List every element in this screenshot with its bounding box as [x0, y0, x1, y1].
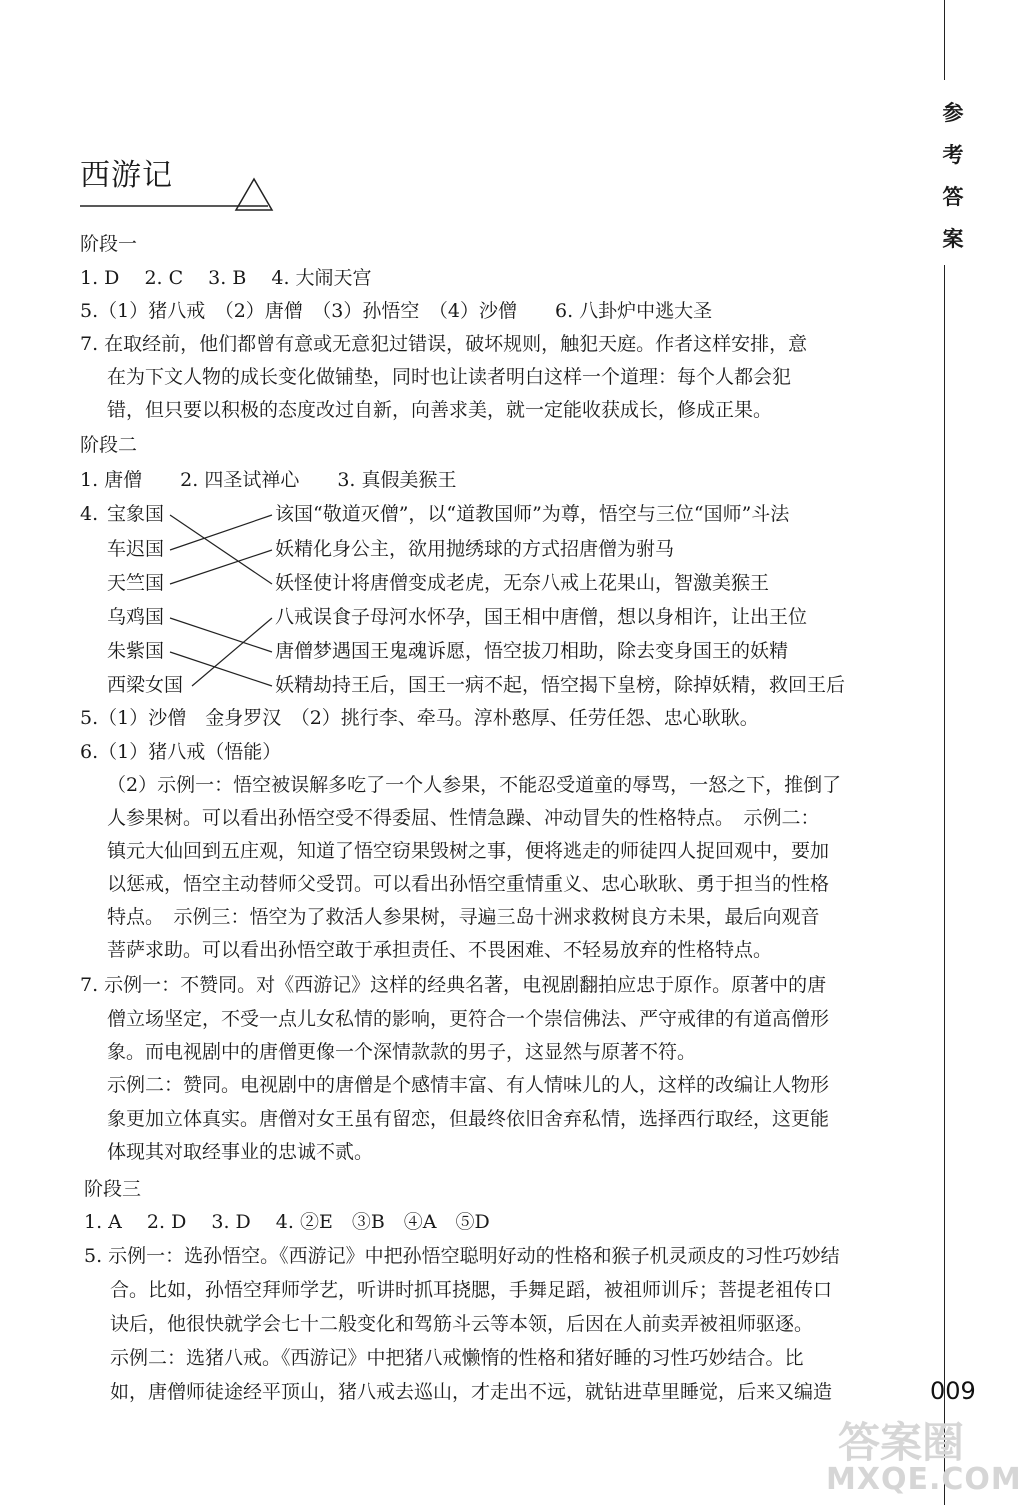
stage2-line-q7-c: 象。而电视剧中的唐僧更像一个深情款款的男子，这显然与原著不符。	[107, 1041, 697, 1063]
margin-rule-bottom	[944, 265, 945, 1505]
side-label-char-1: 参	[942, 100, 964, 125]
stage2-line-q6-2b: 人参果树。可以看出孙悟空受不得委屈、性情急躁、冲动冒失的性格特点。 示例二：	[107, 807, 820, 829]
stage3-line-5: 示例二：选猪八戒。《西游记》中把猪八戒懒惰的性格和猪好睡的习性巧妙结合。比	[110, 1347, 804, 1369]
match-right-5: 唐僧梦遇国王鬼魂诉愿，悟空拔刀相助，除去变身国王的妖精	[275, 640, 789, 662]
match-left-4: 乌鸡国	[107, 606, 165, 628]
page-title: 西游记	[80, 158, 173, 193]
stage3-line-4: 诀后，他很快就学会七十二般变化和驾筋斗云等本领，后因在人前卖弄被祖师驱逐。	[110, 1313, 814, 1335]
match-right-3: 妖怪使计将唐僧变成老虎，无奈八戒上花果山，智激美猴王	[275, 572, 770, 594]
match-right-1: 该国“敬道灭僧”，以“道教国师”为尊，悟空与三位“国师”斗法	[275, 503, 790, 525]
title-underline-triangle	[78, 178, 278, 218]
page-number: 009	[930, 1377, 976, 1405]
stage2-line-q6-2d: 以惩戒，悟空主动替师父受罚。可以看出孙悟空重情重义、忠心耿耿、勇于担当的性格	[107, 873, 830, 895]
watermark-logo: 答案圈	[838, 1418, 965, 1467]
stage3-heading: 阶段三	[84, 1178, 142, 1200]
stage3-line-6: 如，唐僧师徒途经平顶山，猪八戒去巡山，才走出不远，就钻进草里睡觉，后来又编造	[110, 1381, 833, 1403]
stage2-line-q7-d: 示例二：赞同。电视剧中的唐僧是个感情丰富、有人情味儿的人，这样的改编让人物形	[107, 1074, 830, 1096]
match-line-2	[170, 515, 272, 550]
margin-rule-top	[944, 0, 945, 80]
match-left-3: 天竺国	[107, 572, 165, 594]
side-label-char-2: 考	[942, 142, 964, 167]
match-right-2: 妖精化身公主，欲用抛绣球的方式招唐僧为驸马	[275, 538, 675, 560]
stage2-line-q7-b: 僧立场坚定，不受一点儿女私情的影响，更符合一个崇信佛法、严守戒律的有道高僧形	[107, 1008, 830, 1030]
stage3-line-3: 合。比如，孙悟空拜师学艺，听讲时抓耳挠腮，手舞足蹈，被祖师训斥；菩提老祖传口	[110, 1279, 833, 1301]
side-label-char-4: 案	[942, 226, 964, 251]
stage2-line-q7-a: 7. 示例一：不赞同。对《西游记》这样的经典名著，电视剧翻拍应忠于原作。原著中的唐	[80, 974, 827, 996]
match-line-5	[170, 652, 272, 686]
stage2-line-q6: 6.（1）猪八戒（悟能）	[80, 741, 282, 763]
stage1-line-3: 7. 在取经前，他们都曾有意或无意犯过错误，破坏规则，触犯天庭。作者这样安排，意	[80, 333, 808, 355]
side-label-char-3: 答	[942, 184, 964, 209]
watermark-url: MXQE.COM	[826, 1462, 1022, 1497]
match-left-1: 宝象国	[107, 503, 165, 525]
match-right-4: 八戒误食子母河水怀孕，国王相中唐僧，想以身相许，让出王位	[275, 606, 808, 628]
stage3-line-2: 5. 示例一：选孙悟空。《西游记》中把孙悟空聪明好动的性格和猴子机灵顽皮的习性巧妙结	[84, 1245, 840, 1267]
stage2-heading: 阶段二	[80, 434, 138, 456]
stage3-line-1: 1. A 2. D 3. D 4. ②E ③B ④A ⑤D	[84, 1211, 490, 1233]
stage1-line-2: 5.（1）猪八戒 （2）唐僧 （3）孙悟空 （4）沙僧 6. 八卦炉中逃大圣	[80, 300, 713, 322]
match-line-3	[170, 550, 272, 584]
match-line-1	[170, 515, 272, 584]
match-left-6: 西梁女国	[107, 674, 184, 696]
stage2-line-q7-e: 象更加立体真实。唐僧对女王虽有留恋，但最终依旧舍弃私情，选择西行取经，这更能	[107, 1108, 830, 1130]
match-left-5: 朱紫国	[107, 640, 165, 662]
match-right-6: 妖精劫持王后，国王一病不起，悟空揭下皇榜，除掉妖精，救回王后	[275, 674, 846, 696]
match-line-4	[170, 618, 272, 652]
stage2-line-q7-f: 体现其对取经事业的忠诚不贰。	[107, 1141, 374, 1163]
matching-lines	[160, 498, 290, 698]
match-line-6	[192, 618, 272, 686]
stage1-heading: 阶段一	[80, 233, 138, 255]
stage2-line-q6-2c: 镇元大仙回到五庄观，知道了悟空窃果毁树之事，便将逃走的师徒四人捉回观中，要加	[107, 840, 830, 862]
match-left-2: 车迟国	[107, 538, 165, 560]
stage2-line-q6-2e: 特点。 示例三：悟空为了救活人参果树，寻遍三岛十洲求救树良方未果，最后向观音	[107, 906, 820, 928]
stage2-line-q6-2f: 菩萨求助。可以看出孙悟空敢于承担责任、不畏困难、不轻易放弃的性格特点。	[107, 939, 773, 961]
q4-number: 4.	[80, 503, 99, 525]
stage1-line-4: 在为下文人物的成长变化做铺垫，同时也让读者明白这样一个道理：每个人都会犯	[107, 366, 792, 388]
stage1-line-1: 1. D 2. C 3. B 4. 大闹天宫	[80, 267, 372, 289]
stage2-line-q5: 5.（1）沙僧 金身罗汉 （2）挑行李、牵马。淳朴憨厚、任劳任怨、忠心耿耿。	[80, 707, 759, 729]
stage2-line-1: 1. 唐僧 2. 四圣试禅心 3. 真假美猴王	[80, 469, 457, 491]
stage2-line-q6-2a: （2）示例一：悟空被误解多吃了一个人参果，不能忍受道童的辱骂，一怒之下，推倒了	[107, 774, 842, 796]
stage1-line-5: 错，但只要以积极的态度改过自新，向善求美，就一定能收获成长，修成正果。	[107, 399, 773, 421]
